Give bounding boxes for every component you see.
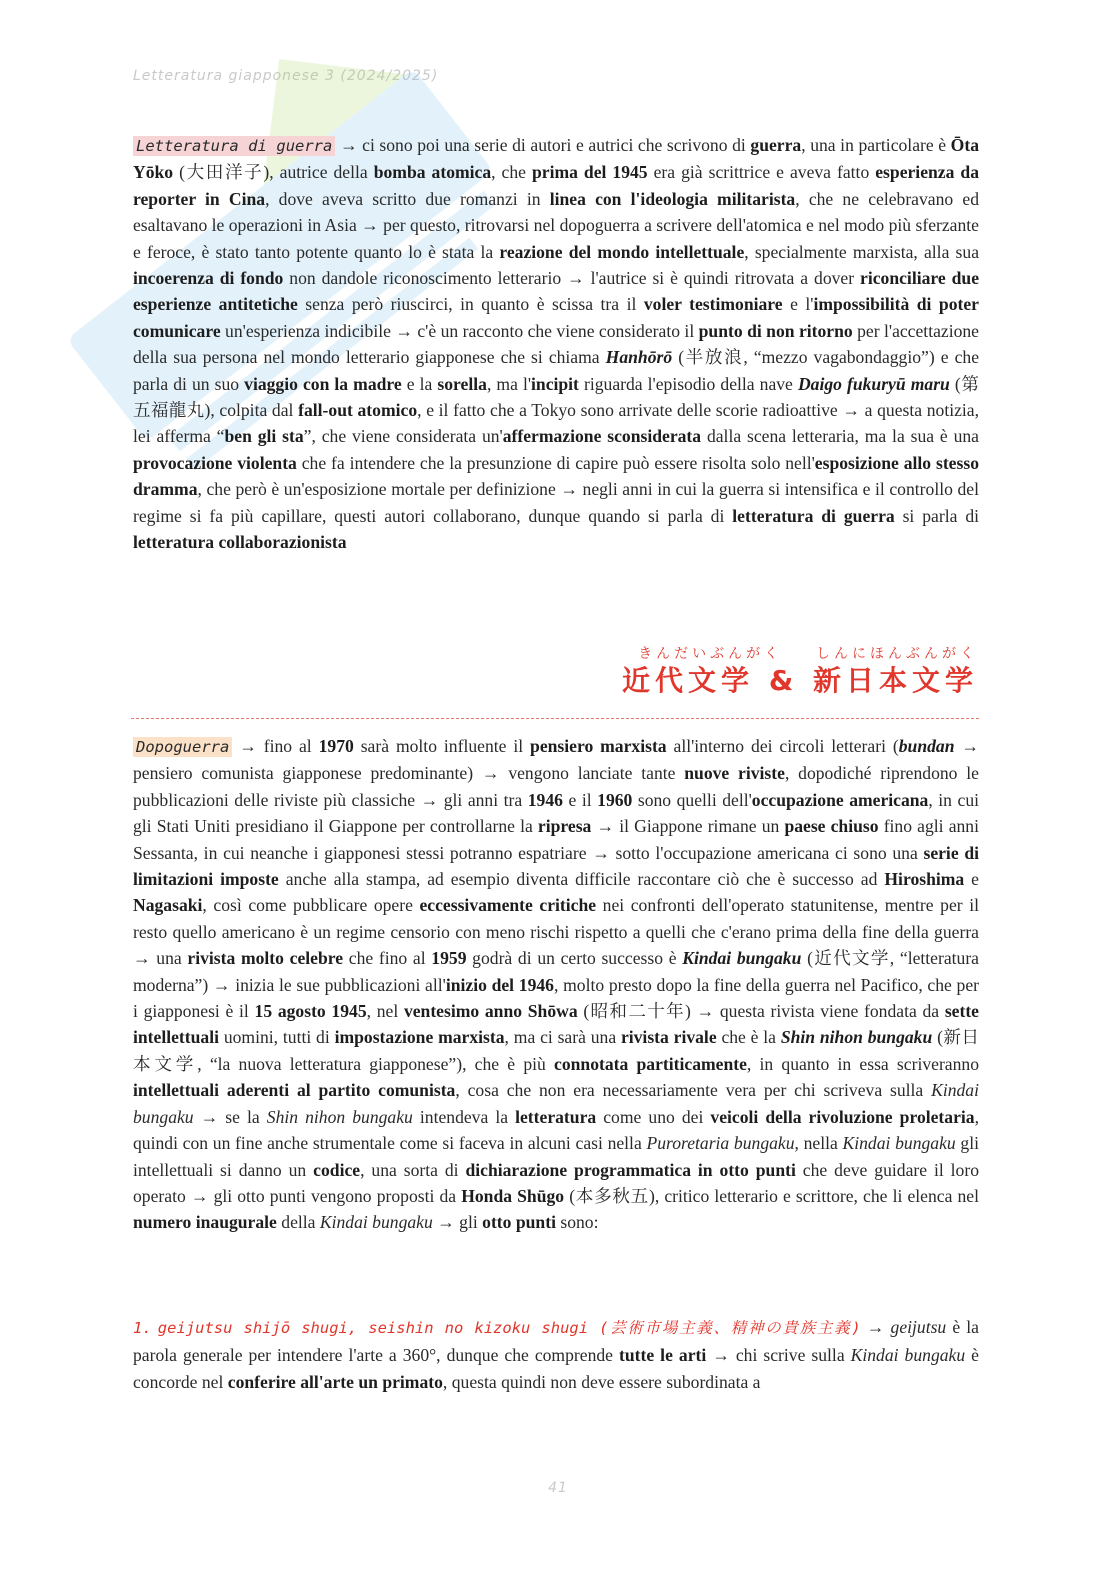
paragraph-postwar: Dopoguerra → fino al 1970 sarà molto influente il pensiero marxista all'interno dei circoli letterari (bundan → pensiero comunista giapponese predominante) → vengono lanciate tante nuove riviste, dopodiché riprendono le pubblicazioni delle riviste più classiche → gli anni tra 1946 e il 1960 sono quelli dell'occupazione americana, in cui gli Stati Uniti presidiano il Giappone per controllarne la ripresa → il Giappone rimane un paese chiuso fino agli anni Sessanta, in cui neanche i giapponesi stessi potranno espatriare → sotto l'occupazione americana ci sono una serie di limitazioni imposte anche alla stampa, ad esempio diventa difficile raccontare ciò che è successo ad Hiroshima e Nagasaki, così come pubblicare opere eccessivamente critiche nei confronti dell'operato statunitense, mentre per il resto quello americano è un regime censorio con meno rischi rispetto a quelli che c'erano prima della fine della guerra → una rivista molto celebre che fino al 1959 godrà di un certo successo è Kindai bungaku (近代文学, “letteratura moderna”) → inizia le sue pubblicazioni all'inizio del 1946, molto presto dopo la fine della guerra nel Pacifico, che per i giapponesi è il 15 agosto 1945, nel ventesimo anno Shōwa (昭和二十年) → questa rivista viene fondata da sette intellettuali uomini, tutti di impostazione marxista, ma ci sarà una rivista rivale che è la Shin nihon bungaku (新日本文学, “la nuova letteratura giapponese”), che è più connotata partiticamente, in quanto in essa scriveranno intellettuali aderenti al partito comunista, cosa che non era necessariamente vera per chi scriveva sulla Kindai bungaku → se la Shin nihon bungaku intendeva la letteratura come uno dei veicoli della rivoluzione proletaria, quindi con un fine anche strumentale come si faceva in alcuni casi nella Puroretaria bungaku, nella Kindai bungaku gli intellettuali si danno un codice, una sorta di dichiarazione programmatica in otto punti che deve guidare il loro operato → gli otto punti vengono proposti da Honda Shūgo (本多秋五), critico letterario e scrittore, che li elenca nel numero inaugurale della Kindai bungaku → gli otto punti sono: xyxy=(133,736,980,1233)
list-item-number: 1. xyxy=(133,1319,152,1337)
section-divider xyxy=(131,718,979,719)
paragraph-war-literature: Letteratura di guerra → ci sono poi una serie di autori e autrici che scrivono di guerra, una in particolare è Ōta Yōko (大田洋子), autrice della bomba atomica, che prima del 1945 era già scrittrice e aveva fatto esperienza da reporter in Cina, dove aveva scritto due romanzi in linea con l'ideologia militarista, che ne celebravano ed esaltavano le operazioni in Asia → per questo, ritrovarsi nel dopoguerra a scrivere dell'atomica e nel modo più sferzante e feroce, è stato tanto potente quanto lo è stata la reazione del mondo intellettuale, specialmente marxista, alla sua incoerenza di fondo non dandole riconoscimento letterario → l'autrice si è quindi ritrovata a dover riconciliare due esperienze antitetiche senza però riuscirci, in quanto è scissa tra il voler testimoniare e l'impossibilità di poter comunicare un'esperienza indicibile → c'è un racconto che viene considerato il punto di non ritorno per l'accettazione della sua persona nel mondo letterario giapponese che si chiama Hanhōrō (半放浪, “mezzo vagabondaggio”) e che parla di un suo viaggio con la madre e la sorella, ma l'incipit riguarda l'episodio della nave Daigo fukuryū maru (第五福龍丸), colpita dal fall-out atomico, e il fatto che a Tokyo sono arrivate delle scorie radioattive → a questa notizia, lei afferma “ben gli sta”, che viene considerata un'affermazione sconsiderata dalla scena letteraria, ma la sua è una provocazione violenta che fa intendere che la presunzione di capire può essere risolta solo nell'esposizione allo stesso dramma, che però è un'esposizione mortale per definizione → negli anni in cui la guerra si intensifica e il controllo del regime si fa più capillare, questi autori collaborano, dunque quando si parla di letteratura di guerra si parla di letteratura collaborazionista xyxy=(133,135,980,553)
heading-furigana: きんだいぶんがく しんにほんぶんがく xyxy=(638,646,978,662)
section-tag-postwar: Dopoguerra xyxy=(133,737,232,757)
page-number: 41 xyxy=(548,1480,568,1496)
list-item-1: 1. geijutsu shijō shugi, seishin no kizoku shugi (芸術市場主義、精神の貴族主義) → geijutsu è la parola generale per intendere l'arte a 360°, dunque che comprende tutte le arti → chi scrive sulla Kindai bungaku è concorde nel conferire all'arte un primato, questa quindi non deve essere subordinata a xyxy=(133,1317,979,1392)
section-heading xyxy=(560,644,978,698)
running-header: Letteratura giapponese 3 (2024/2025) xyxy=(133,68,439,84)
heading-title: 近代文学 & 新日本文学 xyxy=(622,664,978,697)
list-item-term: geijutsu shijō shugi, seishin no kizoku shugi (芸術市場主義、精神の貴族主義) xyxy=(157,1319,861,1337)
section-tag-war-literature: Letteratura di guerra xyxy=(133,136,335,156)
